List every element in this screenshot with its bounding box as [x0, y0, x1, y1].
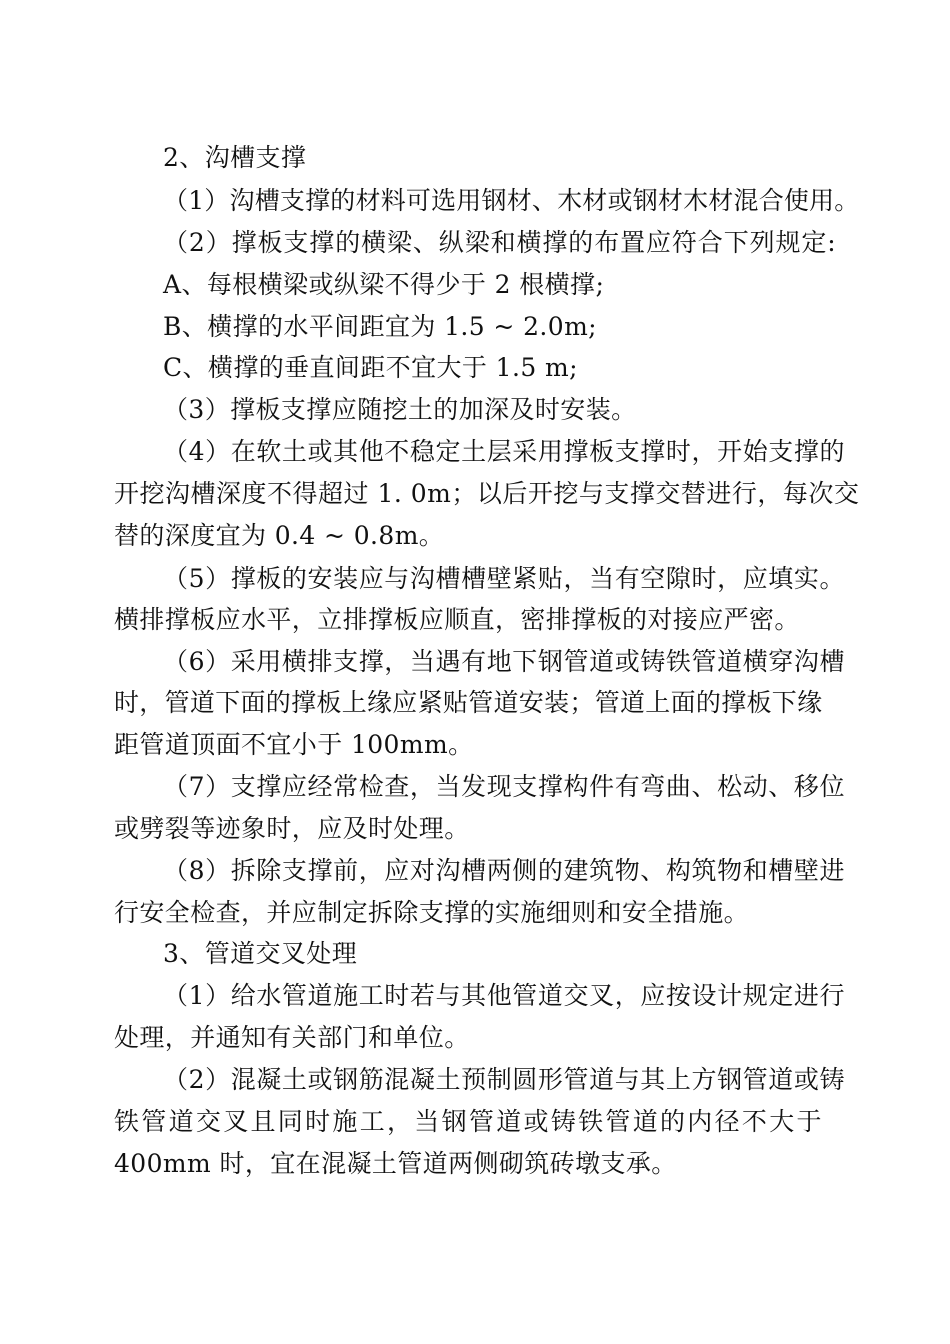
- paragraph-line: 铁管道交叉且同时施工，当钢管道或铸铁管道的内径不大于: [114, 1107, 824, 1136]
- paragraph-line: 行安全检查，并应制定拆除支撑的实施细则和安全措施。: [114, 898, 750, 927]
- paragraph-line: 处理，并通知有关部门和单位。: [114, 1023, 470, 1052]
- paragraph-line: 距管道顶面不宜小于 100mm。: [114, 730, 474, 759]
- paragraph-line: （5）撑板的安装应与沟槽槽壁紧贴，当有空隙时，应填实。: [163, 564, 846, 593]
- paragraph-line: （4）在软土或其他不稳定土层采用撑板支撑时，开始支撑的: [163, 437, 846, 466]
- paragraph-line: （6）采用横排支撑，当遇有地下钢管道或铸铁管道横穿沟槽: [163, 647, 846, 676]
- paragraph-line: （2）撑板支撑的横梁、纵梁和横撑的布置应符合下列规定:: [163, 228, 837, 257]
- paragraph-line: （1）沟槽支撑的材料可选用钢材、木材或钢材木材混合使用。: [163, 186, 860, 215]
- paragraph-line: 横排撑板应水平，立排撑板应顺直，密排撑板的对接应严密。: [114, 605, 800, 634]
- section-heading-trench-support: 2、沟槽支撑: [163, 143, 307, 172]
- paragraph-line: 开挖沟槽深度不得超过 1. 0m；以后开挖与支撑交替进行，每次交: [114, 479, 860, 508]
- paragraph-line: （3）撑板支撑应随挖土的加深及时安装。: [163, 395, 637, 424]
- paragraph-line: （2）混凝土或钢筋混凝土预制圆形管道与其上方钢管道或铸: [163, 1065, 846, 1094]
- list-item-a: A、每根横梁或纵梁不得少于 2 根横撑;: [163, 270, 605, 299]
- list-item-b: B、横撑的水平间距宜为 1.5 ~ 2.0m;: [163, 312, 598, 341]
- paragraph-line: 400mm 时，宜在混凝土管道两侧砌筑砖墩支承。: [114, 1149, 677, 1178]
- section-heading-pipe-crossing: 3、管道交叉处理: [163, 939, 358, 968]
- paragraph-line: （7）支撑应经常检查，当发现支撑构件有弯曲、松动、移位: [163, 772, 846, 801]
- paragraph-line: （1）给水管道施工时若与其他管道交叉，应按设计规定进行: [163, 981, 846, 1010]
- paragraph-line: 或劈裂等迹象时，应及时处理。: [114, 814, 470, 843]
- paragraph-line: 替的深度宜为 0.4 ~ 0.8m。: [114, 521, 445, 550]
- paragraph-line: 时，管道下面的撑板上缘应紧贴管道安装；管道上面的撑板下缘: [114, 688, 823, 717]
- paragraph-line: （8）拆除支撑前，应对沟槽两侧的建筑物、构筑物和槽壁进: [163, 856, 846, 885]
- list-item-c: C、横撑的垂直间距不宜大于 1.5 m;: [163, 353, 578, 382]
